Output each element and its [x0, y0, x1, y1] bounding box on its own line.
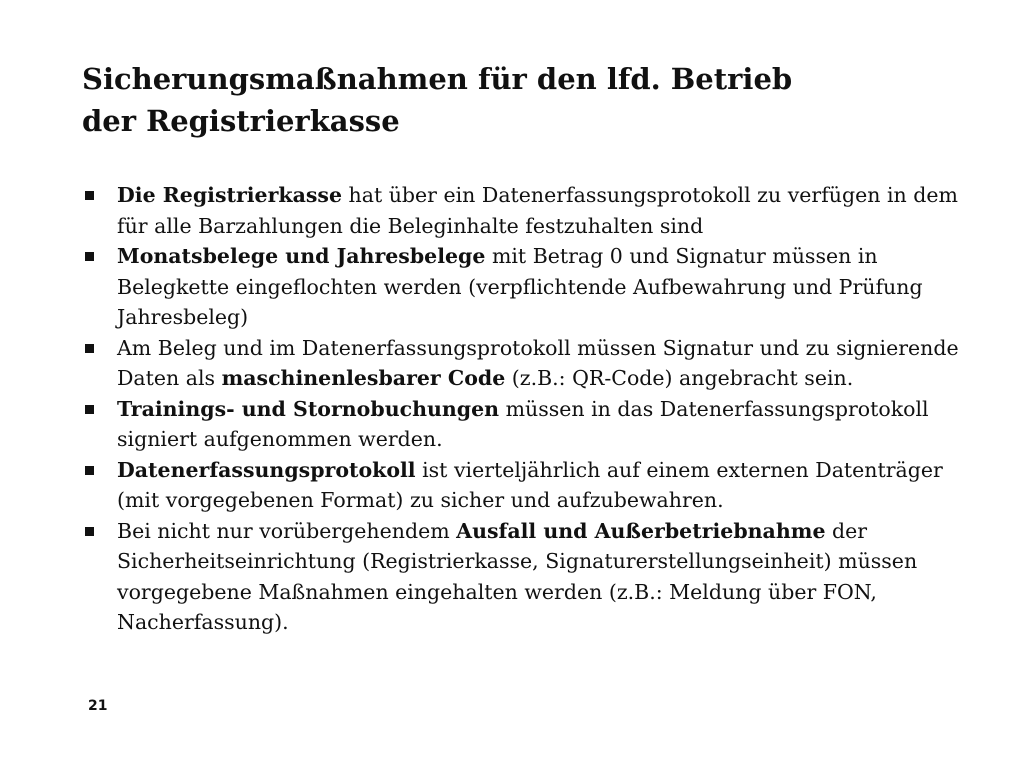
- bullet-5-text: ist vierteljährlich auf einem externen Datenträger (mit vorgegebenen Format) zu sicher und aufzubewahren.: [117, 457, 943, 512]
- bullet-6-bold: Ausfall und Außerbetriebnahme: [456, 518, 826, 543]
- bullet-3-bold: maschinenlesbarer Code: [221, 366, 506, 390]
- slide-title-line-2: der Registrierkasse: [82, 104, 400, 138]
- bullet-5-bold: Datenerfassungsprotokoll: [117, 457, 416, 482]
- slide-title-line-1: Sicherungsmaßnahmen für den lfd. Betrieb: [82, 62, 793, 96]
- square-bullet-icon: [85, 466, 94, 475]
- bullet-2-bold: Monatsbelege und Jahresbelege: [117, 244, 486, 268]
- bullet-1-bold: Die Registrierkasse: [117, 183, 342, 207]
- page-number: 21: [88, 698, 108, 714]
- square-bullet-icon: [85, 344, 94, 353]
- bullet-item-5: [82, 455, 962, 516]
- square-bullet-icon: [85, 252, 94, 261]
- bullet-item-1: [82, 180, 962, 241]
- square-bullet-icon: [85, 405, 94, 414]
- bullet-1-text: hat über ein Datenerfassungsprotokoll zu verfügen in dem für alle Barzahlungen die Beleginhalte festzuhalten sind: [117, 183, 958, 238]
- square-bullet-icon: [85, 191, 94, 200]
- bullet-2-text: mit Betrag 0 und Signatur müssen in Belegkette eingeflochten werden (verpflichtende Aufbewahrung und Prüfung Jahresbeleg): [117, 244, 923, 329]
- bullet-3-pre: Am Beleg und im Datenerfassungsprotokoll müssen Signatur und zu signierende Daten als: [117, 335, 959, 390]
- bullet-item-2: [82, 241, 962, 333]
- bullet-list: [82, 180, 962, 638]
- slide-title: [82, 58, 982, 142]
- bullet-item-4: [82, 394, 962, 455]
- bullet-3-text: (z.B.: QR-Code) angebracht sein.: [505, 366, 854, 390]
- bullet-4-text: müssen in das Datenerfassungsprotokoll signiert aufgenommen werden.: [117, 396, 929, 451]
- bullet-item-6: [82, 516, 962, 638]
- square-bullet-icon: [85, 527, 94, 536]
- bullet-6-text: der Sicherheitseinrichtung (Registrierkasse, Signaturerstellungseinheit) müssen vorgegebene Maßnahmen eingehalten werden (z.B.: Meldung über FON, Nacherfassung).: [117, 518, 918, 634]
- bullet-4-bold: Trainings- und Stornobuchungen: [117, 396, 500, 421]
- bullet-6-pre: Bei nicht nur vorübergehendem: [117, 518, 457, 543]
- bullet-item-3: [82, 333, 962, 394]
